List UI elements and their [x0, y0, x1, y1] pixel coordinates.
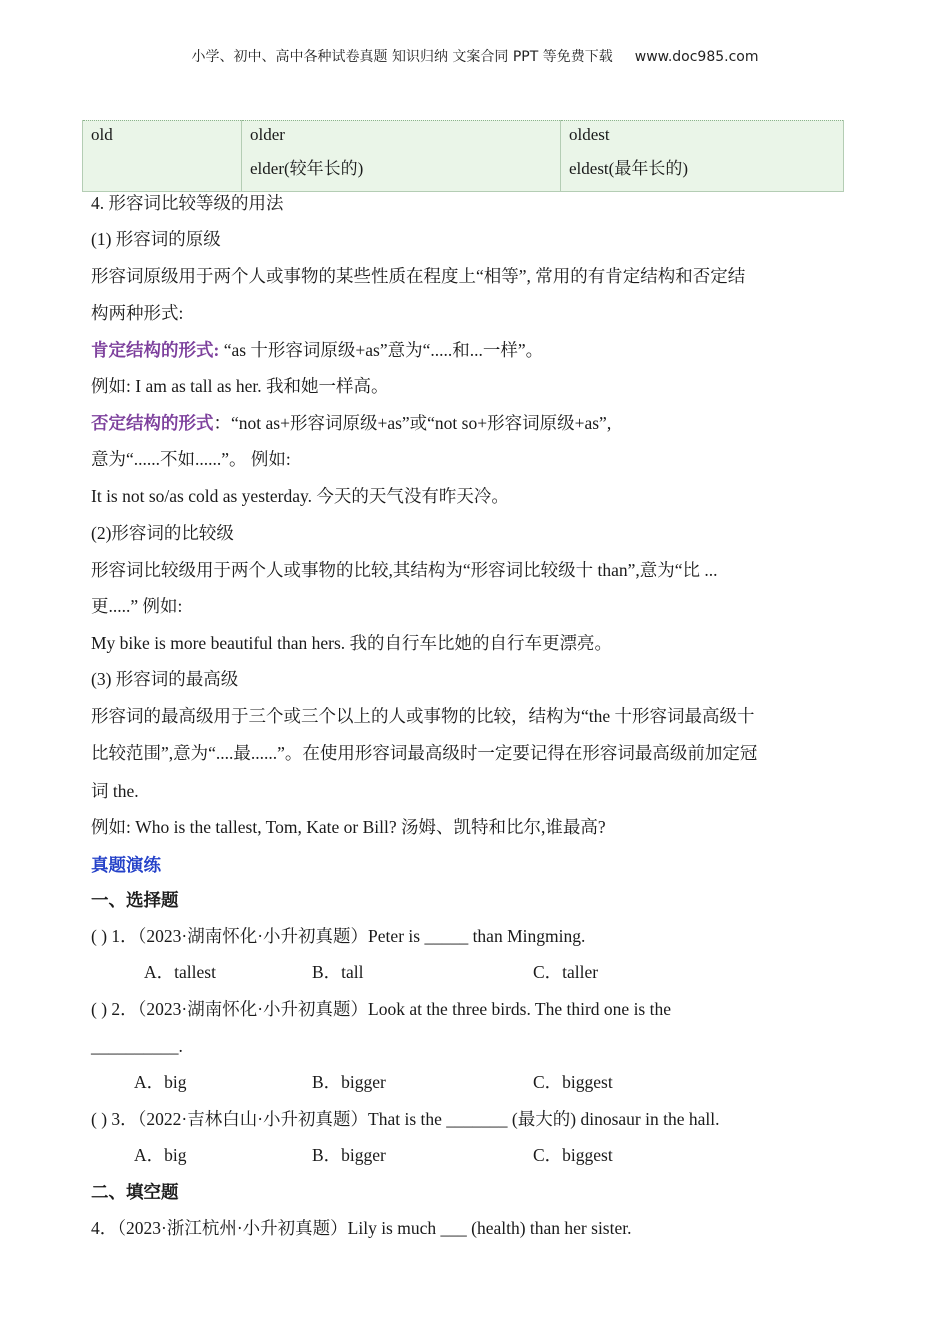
option-b[interactable]: B．bigger — [312, 1072, 386, 1092]
paragraph-line: 意为“......不如......”。 例如: — [91, 449, 291, 469]
question-3: ( ) 3．（2022·吉林白山·小升初真题）That is the _______ (最大的) dinosaur in the hall. — [91, 1109, 720, 1129]
option-c[interactable]: C．biggest — [533, 1145, 613, 1165]
paragraph-line: 比较范围”,意为“....最......”。在使用形容词最高级时一定要记得在形容词最高级前加定冠 — [91, 743, 758, 763]
question-4: 4．（2023·浙江杭州·小升初真题）Lily is much ___ (health) than her sister. — [91, 1218, 632, 1238]
example-line: My bike is more beautiful than hers. 我的自行车比她的自行车更漂亮。 — [91, 633, 613, 653]
option-b[interactable]: B．bigger — [312, 1145, 386, 1165]
answer-blank[interactable]: __________. — [91, 1036, 183, 1056]
question-2: ( ) 2．（2023·湖南怀化·小升初真题）Look at the three birds. The third one is the — [91, 999, 671, 1019]
negative-structure — [91, 411, 611, 435]
header-text: 小学、初中、高中各种试卷真题 知识归纳 文案合同 PPT 等免费下载 — [191, 49, 613, 65]
example-line: 例如: I am as tall as her. 我和她一样高。 — [91, 376, 389, 396]
practice-title: 真题演练 — [91, 855, 161, 875]
fill-in-title: 二、填空题 — [91, 1182, 179, 1202]
cell-text: eldest(最年长的) — [569, 159, 688, 178]
page-header — [0, 46, 950, 66]
cell-text: oldest — [569, 125, 610, 144]
option-a[interactable]: A．tallest — [144, 962, 216, 982]
paragraph-line: 形容词原级用于两个人或事物的某些性质在程度上“相等”, 常用的有肯定结构和否定结 — [91, 266, 746, 286]
positive-structure — [91, 338, 543, 362]
negative-structure-label: 否定结构的形式 — [91, 413, 214, 433]
option-b[interactable]: B．tall — [312, 962, 364, 982]
cell-text: elder(较年长的) — [250, 159, 364, 178]
superlative-degree-title: (3) 形容词的最高级 — [91, 669, 239, 689]
multiple-choice-title: 一、选择题 — [91, 890, 179, 910]
table-row — [83, 121, 844, 192]
paragraph-line: 形容词的最高级用于三个或三个以上的人或事物的比较，结构为“the 十形容词最高级十 — [91, 706, 755, 726]
option-c[interactable]: C．taller — [533, 962, 599, 982]
option-a[interactable]: A．big — [134, 1072, 187, 1092]
question-1: ( ) 1．（2023·湖南怀化·小升初真题）Peter is _____ than Mingming. — [91, 926, 586, 946]
paragraph-line: 词 the. — [91, 781, 139, 801]
positive-degree-title: (1) 形容词的原级 — [91, 229, 221, 249]
paragraph-line: 构两种形式: — [91, 303, 184, 323]
positive-structure-text: “as 十形容词原级+as”意为“.....和...一样”。 — [219, 340, 544, 360]
adjective-forms-table — [82, 120, 844, 192]
paragraph-line: 形容词比较级用于两个人或事物的比较,其结构为“形容词比较级十 than”,意为“比 ... — [91, 560, 718, 580]
negative-structure-text: ：“not as+形容词原级+as”或“not so+形容词原级+as”, — [213, 413, 612, 433]
option-c[interactable]: C．biggest — [533, 1072, 613, 1092]
table-cell-superlative — [561, 121, 844, 192]
header-url[interactable]: www.doc985.com — [634, 49, 759, 65]
section-4-title: 4. 形容词比较等级的用法 — [91, 193, 284, 213]
example-line: It is not so/as cold as yesterday. 今天的天气没有昨天冷。 — [91, 486, 509, 506]
positive-structure-label: 肯定结构的形式: — [91, 340, 220, 360]
table-cell-comparative — [242, 121, 561, 192]
cell-text: old — [91, 125, 113, 144]
paragraph-line: 更.....” 例如: — [91, 596, 183, 616]
option-a[interactable]: A．big — [134, 1145, 187, 1165]
cell-text: older — [250, 125, 285, 144]
comparative-degree-title: (2)形容词的比较级 — [91, 523, 234, 543]
table-cell-positive — [83, 121, 242, 192]
example-line: 例如: Who is the tallest, Tom, Kate or Bill? 汤姆、凯特和比尔,谁最高? — [91, 817, 606, 837]
